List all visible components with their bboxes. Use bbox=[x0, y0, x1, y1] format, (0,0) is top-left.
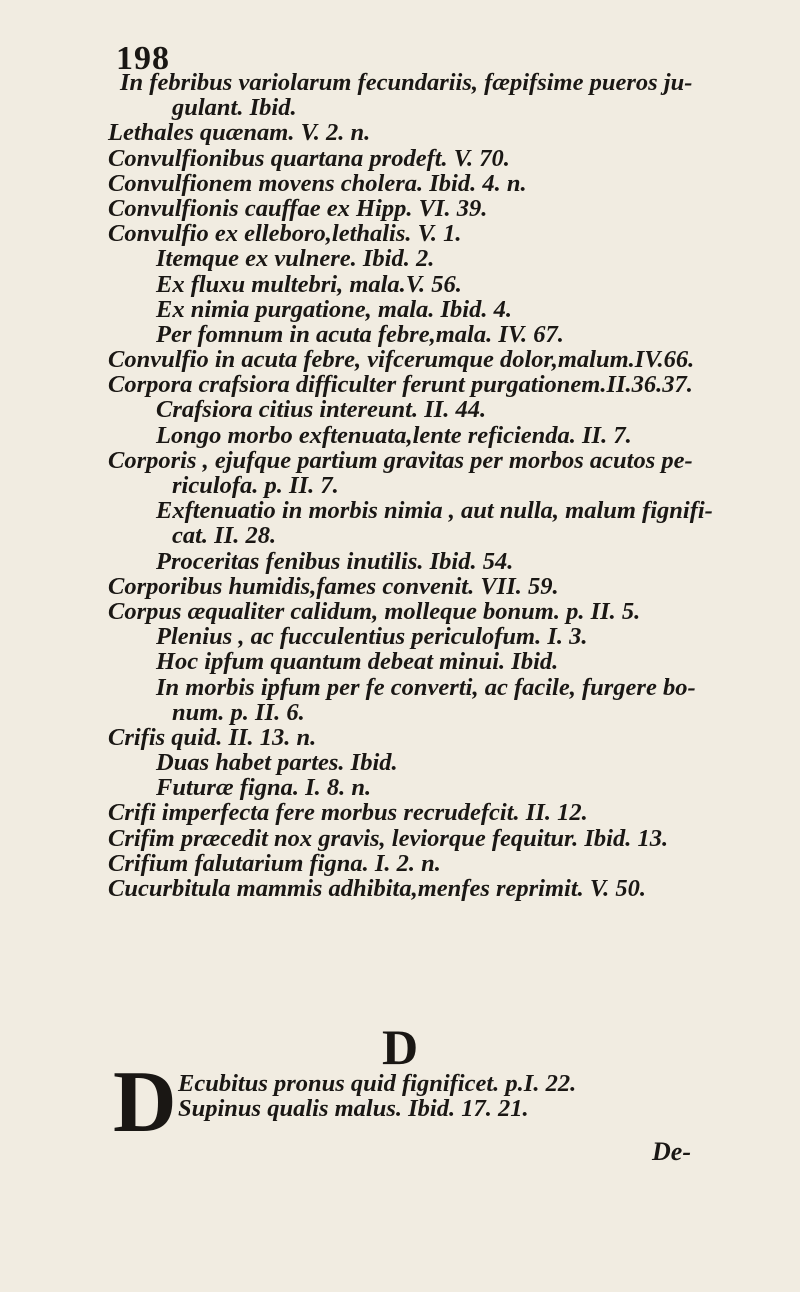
catchword: De- bbox=[652, 1137, 691, 1166]
index-entry: Ecubitus pronus quid fignificet. p.I. 22. bbox=[178, 1070, 577, 1097]
index-entry: Convulfionem movens cholera. Ibid. 4. n. bbox=[108, 169, 527, 197]
index-entry: Convulfio ex elleboro,lethalis. V. 1. bbox=[108, 220, 462, 248]
index-entry: Corporis , ejufque partium gravitas per morbos acutos pe- bbox=[108, 446, 693, 474]
index-entry: gulant. Ibid. bbox=[172, 94, 297, 122]
index-entry: Proceritas fenibus inutilis. Ibid. 54. bbox=[156, 547, 514, 575]
page-number: 198 bbox=[116, 40, 170, 77]
index-entry: Per fomnum in acuta febre,mala. IV. 67. bbox=[156, 320, 564, 348]
index-entry: Longo morbo exftenuata,lente reficienda. II. 7. bbox=[156, 421, 632, 449]
index-entry: Crifi imperfecta fere morbus recrudefcit. II. 12. bbox=[108, 799, 588, 827]
index-entry: Futuræ figna. I. 8. n. bbox=[156, 774, 372, 802]
index-entry: cat. II. 28. bbox=[172, 522, 277, 550]
index-entry: Ex nimia purgatione, mala. Ibid. 4. bbox=[156, 295, 512, 323]
index-entry: Crifis quid. II. 13. n. bbox=[108, 723, 317, 751]
index-entry: Cucurbitula mammis adhibita,menfes reprimit. V. 50. bbox=[108, 875, 646, 902]
section-letter: D bbox=[381, 1019, 419, 1075]
index-entry: Duas habet partes. Ibid. bbox=[156, 749, 398, 777]
drop-cap: D bbox=[113, 1054, 177, 1151]
index-entry: Corpora crafsiora difficulter ferunt purgationem.II.36.37. bbox=[108, 371, 693, 399]
index-entry: Crifim præcedit nox gravis, leviorque fequitur. Ibid. 13. bbox=[108, 824, 669, 852]
index-entry: In morbis ipfum per fe converti, ac facile, furgere bo- bbox=[156, 673, 696, 701]
index-entry: num. p. II. 6. bbox=[172, 698, 305, 726]
index-entry: Crifium falutarium figna. I. 2. n. bbox=[108, 849, 441, 877]
index-entry: Exftenuatio in morbis nimia , aut nulla, malum fignifi- bbox=[156, 497, 713, 525]
index-entry: Crafsiora citius intereunt. II. 44. bbox=[156, 396, 487, 424]
index-entries-d bbox=[178, 1071, 778, 1121]
index-entry: riculofa. p. II. 7. bbox=[172, 472, 339, 499]
index-entry: Convulfionibus quartana prodeft. V. 70. bbox=[108, 144, 510, 172]
index-entry: Plenius , ac fucculentius periculofum. I. 3. bbox=[156, 623, 588, 651]
index-entry: Itemque ex vulnere. Ibid. 2. bbox=[156, 245, 435, 273]
index-entry: In febribus variolarum fecundariis, fæpifsime pueros ju- bbox=[120, 69, 693, 96]
index-entry: Lethales quænam. V. 2. n. bbox=[108, 119, 371, 147]
index-entry: Corporibus humidis,fames convenit. VII. 59. bbox=[108, 572, 559, 600]
index-entry: Convulfio in acuta febre, vifcerumque dolor,malum.IV.66. bbox=[108, 346, 695, 374]
index-entry: Supinus qualis malus. Ibid. 17. 21. bbox=[178, 1095, 529, 1123]
index-entry: Convulfionis cauffae ex Hipp. VI. 39. bbox=[108, 194, 488, 222]
index-entry: Hoc ipfum quantum debeat minui. Ibid. bbox=[156, 648, 559, 676]
index-entry: Ex fluxu multebri, mala.V. 56. bbox=[156, 270, 462, 298]
index-entry: Corpus æqualiter calidum, molleque bonum. p. II. 5. bbox=[108, 597, 641, 625]
index-entries-c bbox=[108, 70, 788, 901]
